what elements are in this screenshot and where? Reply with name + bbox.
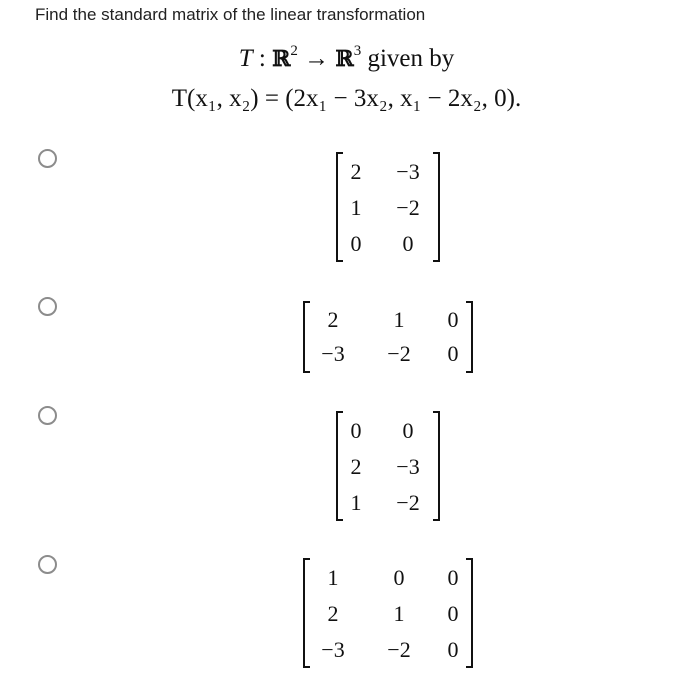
colon: :: [252, 45, 273, 72]
matrix-cell: 2: [350, 454, 362, 479]
maps-to-arrow: →: [297, 45, 336, 72]
matrix-cell: 0: [402, 418, 414, 443]
left-bracket: [336, 411, 343, 521]
matrix-cell: 0: [447, 601, 459, 626]
matrix-cell: −2: [396, 490, 420, 515]
matrix-cell: 0: [447, 637, 459, 662]
given-by-text: given by: [361, 45, 455, 72]
option-4-matrix: [303, 558, 473, 668]
left-bracket: [303, 301, 310, 373]
matrix-cell: 1: [327, 565, 339, 590]
left-bracket: [336, 152, 343, 262]
matrix-cell: 0: [402, 231, 414, 256]
right-bracket: [466, 558, 473, 668]
matrix-cell: −3: [321, 637, 345, 662]
matrix-cell: −2: [387, 637, 411, 662]
left-bracket: [303, 558, 310, 668]
matrix-cell: 1: [393, 601, 405, 626]
matrix-cell: 0: [447, 565, 459, 590]
right-bracket: [433, 411, 440, 521]
matrix-cell: 0: [447, 341, 459, 366]
matrix-cell: −2: [396, 195, 420, 220]
matrix-cell: 2: [327, 601, 339, 626]
real-space-domain: ℝ: [272, 46, 291, 72]
option-2-matrix: [303, 301, 473, 373]
matrix-cell: −3: [396, 454, 420, 479]
option-1-matrix: [336, 152, 440, 262]
matrix-cell: 1: [393, 307, 405, 332]
matrix-cell: 0: [350, 418, 362, 443]
codomain-dimension: 3: [353, 43, 362, 59]
matrix-cell: 2: [327, 307, 339, 332]
transformation-symbol: T: [238, 45, 253, 72]
matrix-cell: −2: [387, 341, 411, 366]
option-4-radio[interactable]: [38, 555, 57, 574]
domain-dimension: 2: [290, 43, 298, 59]
matrix-cell: −3: [396, 159, 420, 184]
transformation-formula: T(x₁, x₂) = (2x₁ − 3x₂, x₁ − 2x₂, 0).: [171, 85, 522, 112]
right-bracket: [433, 152, 440, 262]
real-space-codomain: ℝ: [335, 46, 354, 72]
matrix-cell: −3: [321, 341, 345, 366]
matrix-cell: 1: [350, 195, 362, 220]
matrix-cell: 0: [350, 231, 362, 256]
option-2-radio[interactable]: [38, 297, 57, 316]
right-bracket: [466, 301, 473, 373]
option-1-radio[interactable]: [38, 149, 57, 168]
matrix-cell: 0: [447, 307, 459, 332]
matrix-cell: 2: [350, 159, 362, 184]
matrix-cell: 0: [393, 565, 405, 590]
option-3-matrix: [336, 411, 440, 521]
matrix-cell: 1: [350, 490, 362, 515]
question-prompt: Find the standard matrix of the linear transformation: [35, 5, 426, 24]
transformation-mapping: [0, 44, 693, 74]
option-3-radio[interactable]: [38, 406, 57, 425]
